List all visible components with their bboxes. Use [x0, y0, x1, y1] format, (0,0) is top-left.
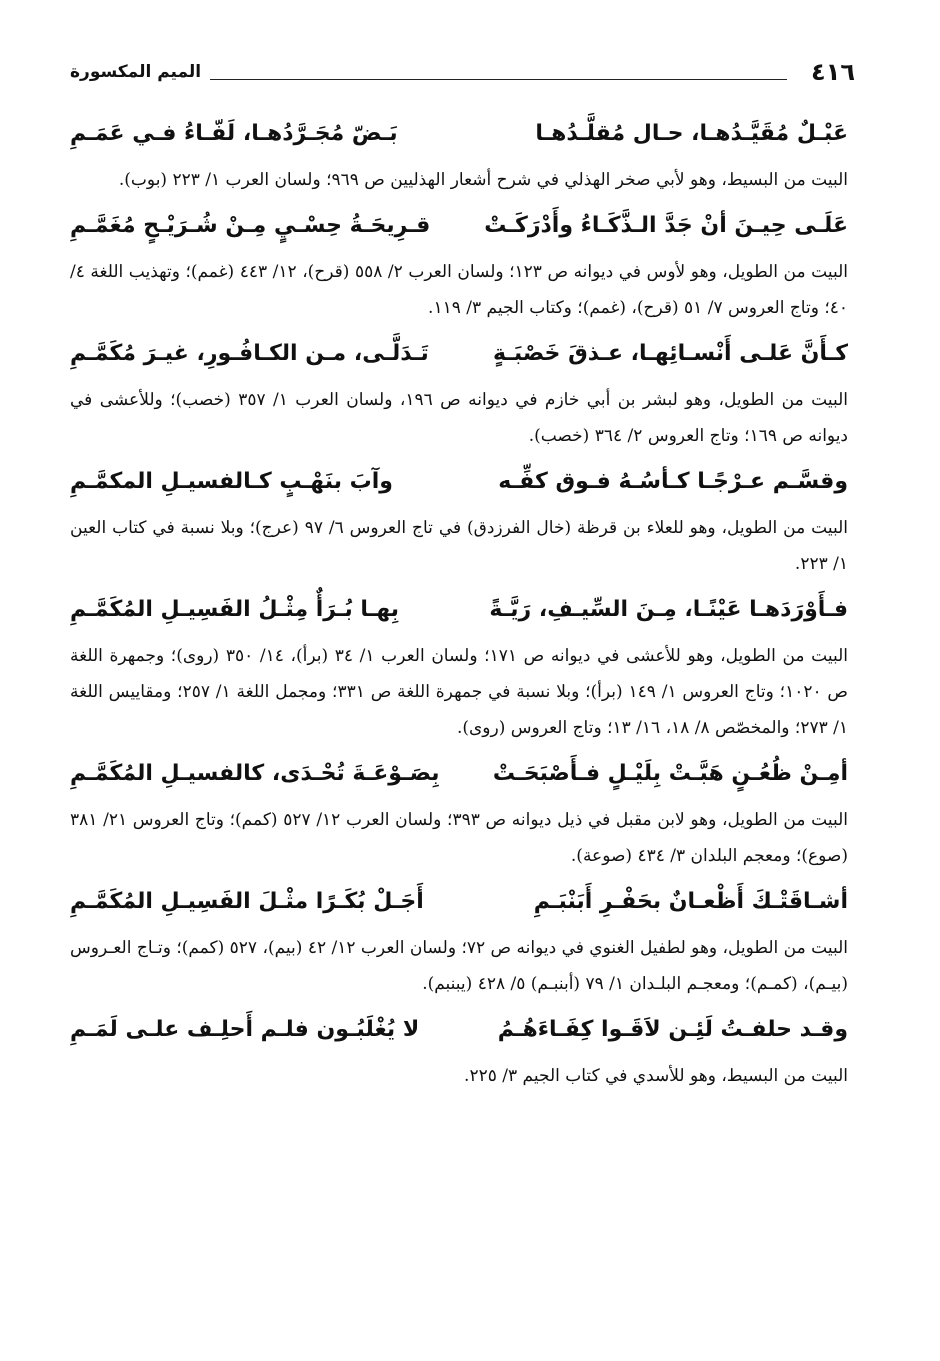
verse-second-hemistich: لا يُغْلَبُـون فلـم أَحلِـف علـى لَمَـمِ — [70, 1017, 420, 1042]
entry — [70, 746, 848, 874]
verse-note: البيت من الطويل، وهو لابن مقبل في ذيل ديوانه ص ٣٩٣؛ ولسان العرب ١٢/ ٥٢٧ (كمم)؛ وتاج العروس ٢١/ ٣٨١ (صوع)؛ ومعجم البلدان ٣/ ٤٣٤ (صوعة). — [70, 810, 848, 866]
verse-second-hemistich: بِهـا بُـرَأٌ مِثْـلُ الفَسِيـلِ المُكَمَّـمِ — [70, 597, 399, 622]
verse-note: البيت من البسيط، وهو للأسدي في كتاب الجيم ٣/ ٢٢٥. — [464, 1066, 848, 1086]
verse-second-hemistich: تَـدَلَّـى، مـن الكـافُـورِ، غيـرَ مُكَمَّـمِ — [70, 341, 429, 366]
verse — [70, 106, 848, 162]
verse-note: البيت من الطويل، وهو لبشر بن أبي خازم في ديوانه ص ١٩٦، ولسان العرب ١/ ٣٥٧ (خصب)؛ وللأعشى في ديوانه ص ١٦٩؛ وتاج العروس ٢/ ٣٦٤ (خصب). — [70, 390, 849, 446]
verse — [70, 198, 848, 254]
section-title: الميم المكسورة — [70, 62, 202, 82]
verse-first-hemistich: أمِـنْ ظُعُـنٍ هَبَّـتْ بِلَيْـلٍ فـأَصْبَحَـتْ — [492, 761, 848, 786]
verse-second-hemistich: وآبَ بنَهْـبٍ كـالفسيـلِ المكمَّـمِ — [70, 469, 393, 494]
verse-note: البيت من الطويل، وهو لطفيل الغنوي في ديوانه ص ٧٢؛ ولسان العرب ١٢/ ٤٢ (بيم)، ٥٢٧ (كمم)؛ وتـاج العـروس (بيـم)، (كمـم)؛ ومعجـم البلـدان ١/ ٧٩ (أبنبـم) ٥/ ٤٢٨ (يبنبم). — [70, 938, 849, 994]
page-number: ٤١٦ — [811, 58, 855, 86]
verse-first-hemistich: أشـاقَتْـكَ أَظْعـانٌ بحَفْـرِ أَبَنْبَـمِ — [533, 889, 848, 914]
verse-note: البيت من الطويل، وهو للأعشى في ديوانه ص ١٧١؛ ولسان العرب ١/ ٣٤ (برأ)، ١٤/ ٣٥٠ (روى)؛ وجمهرة اللغة ص ١٠٢٠؛ وتاج العروس ١/ ١٤٩ (برأ)؛ وبلا نسبة في جمهرة اللغة ص ٣٣١؛ ومجمل اللغة ١/ ٢٥٧؛ ومقاييس اللغة ١/ ٢٧٣؛ والمخصّص ٨/ ١٨، ١٦/ ١٣؛ وتاج العروس (روى). — [70, 646, 848, 738]
verse-first-hemistich: عَبْـلٌ مُقَيَّـدُهـا، حـال مُقلَّـدُهـا — [535, 121, 848, 146]
entry — [70, 874, 848, 1002]
verse-first-hemistich: وقسَّـم عـرْجًـا كـأسُـهُ فـوق كفِّـه — [498, 469, 848, 494]
verse — [70, 454, 848, 510]
verse — [70, 1002, 848, 1058]
verse-first-hemistich: عَلَـى حِيـنَ أنْ جَدَّ الـذَّكَـاءُ وأَدْرَكَـتْ — [484, 213, 848, 238]
entries-list — [70, 106, 848, 1094]
verse-first-hemistich: وقـد حلفـتُ لَئِـن لاَقَـوا كِفَـاءَهُـمُ — [497, 1017, 848, 1042]
verse-second-hemistich: أَجَـلْ بُكَـرًا مثْـلَ الفَسِيـلِ المُكَمَّـمِ — [70, 889, 424, 914]
verse-note: البيت من البسيط، وهو لأبي صخر الهذلي في شرح أشعار الهذليين ص ٩٦٩؛ ولسان العرب ١/ ٢٢٣ (بوب). — [118, 170, 848, 190]
header-rule — [210, 79, 787, 80]
entry — [70, 454, 848, 582]
verse — [70, 874, 848, 930]
verse-note: البيت من الطويل، وهو لأوس في ديوانه ص ١٢٣؛ ولسان العرب ٢/ ٥٥٨ (قرح)، ١٢/ ٤٤٣ (غمم)؛ وتهذيب اللغة ٤/ ٤٠؛ وتاج العروس ٧/ ٥١ (قرح)، (غمم)؛ وكتاب الجيم ٣/ ١١٩. — [70, 262, 848, 318]
entry — [70, 1002, 848, 1094]
entry — [70, 326, 848, 454]
verse — [70, 582, 848, 638]
entry — [70, 582, 848, 746]
entry — [70, 106, 848, 198]
verse-second-hemistich: بِصَـوْعَـةَ تُحْـدَى، كالفسيـلِ المُكَمَّـمِ — [70, 761, 440, 786]
verse-note: البيت من الطويل، وهو للعلاء بن قرظة (خال الفرزدق) في تاج العروس ٦/ ٩٧ (عرج)؛ وبلا نسبة في كتاب العين ١/ ٢٢٣. — [70, 518, 848, 574]
verse-second-hemistich: قـرِيحَـةُ حِسْـيٍ مِـنْ شُـرَيْـحٍ مُغَمَّـمِ — [70, 213, 431, 238]
entry — [70, 198, 848, 326]
verse-first-hemistich: فـأَوْرَدَهـا عَيْنًـا، مِـنَ السِّيـفِ، رَيَّـةً — [489, 597, 848, 622]
verse — [70, 746, 848, 802]
verse — [70, 326, 848, 382]
page-header — [70, 58, 855, 92]
verse-second-hemistich: بَـضّ مُجَـرَّدُهـا، لَفّـاءُ فـي عَمَـمِ — [70, 121, 398, 146]
verse-first-hemistich: كـأَنَّ عَلـى أَنْسـائِهـا، عـذقَ خَصْبَـةٍ — [493, 341, 848, 366]
